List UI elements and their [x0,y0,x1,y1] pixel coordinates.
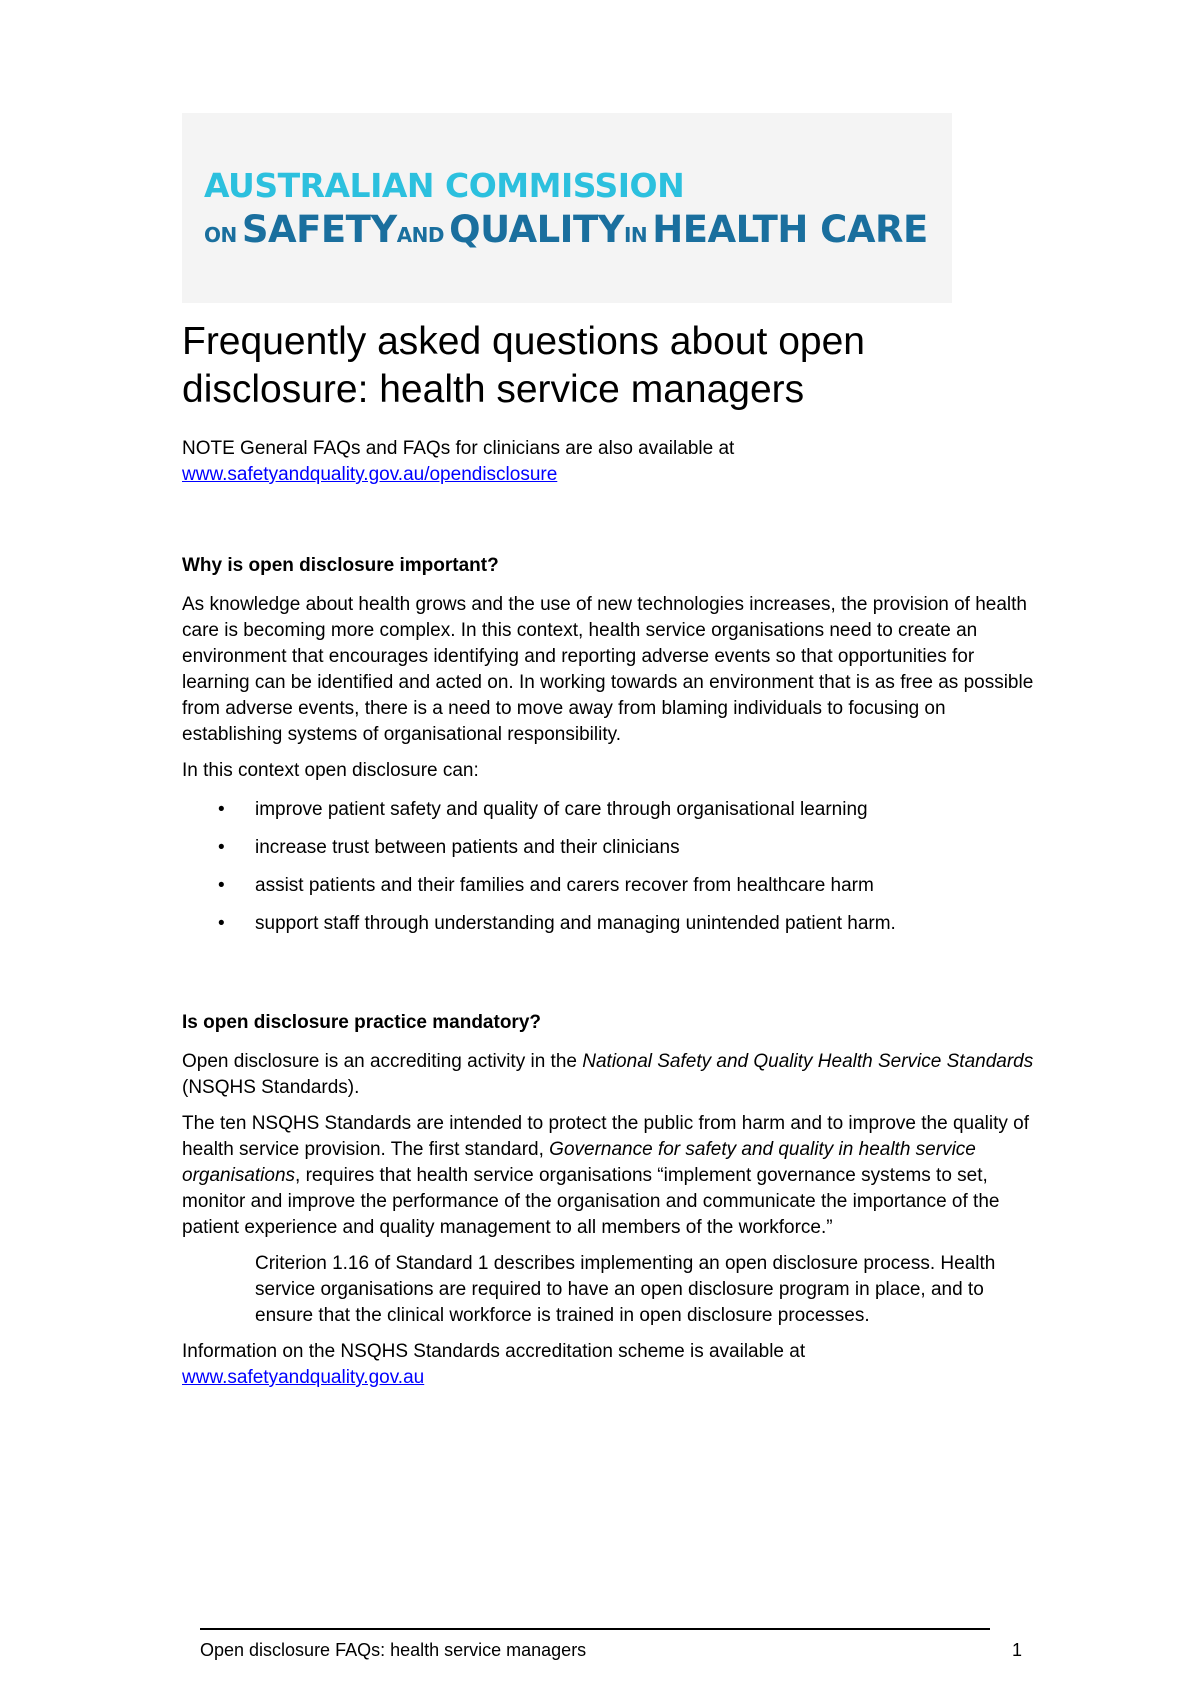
list-item: • assist patients and their families and carers recover from healthcare harm [182,873,1042,899]
section-why-important [182,553,1042,949]
criterion-quote: Criterion 1.16 of Standard 1 describes implementing an open disclosure process. Health service organisations are required to have an open disclosure program in place, and to ensure that the clinical workforce is trained in open disclosure processes. [255,1253,996,1326]
list-item: • support staff through understanding and managing unintended patient harm. [182,911,1042,937]
logo-in: IN [623,223,648,247]
logo-safety: SAFETY [241,208,397,251]
section1-paragraph1: As knowledge about health grows and the use of new technologies increases, the provision of health care is becoming more complex. In this context, health service organisations need to create an environment that encourages identifying and reporting adverse events so that opportunities for learning can be identified and acted on. In working towards an environment that is as free as possible from adverse events, there is a need to move away from blaming individuals to focusing on establishing systems of organisational responsibility. [182,594,1034,745]
bullet-icon: • [218,837,225,858]
section1-paragraph2: In this context open disclosure can: [182,760,479,781]
note-link[interactable]: www.safetyandquality.gov.au/opendisclosure [182,464,558,485]
section1-heading: Why is open disclosure important? [182,555,499,576]
page-number: 1 [1012,1640,1023,1660]
logo-banner [182,113,952,303]
bullet-icon: • [218,799,225,820]
logo-quality: QUALITY [449,208,624,251]
logo-on: ON [204,223,237,247]
footer-divider [200,1628,990,1630]
logo-line2 [204,208,928,251]
benefits-list [182,797,1042,937]
note-text: NOTE General FAQs and FAQs for clinicians are also available at [182,438,735,459]
title-line2: disclosure: health service managers [182,368,805,411]
section2-paragraph3: Information on the NSQHS Standards accreditation scheme is available at [182,1341,806,1362]
logo-line1: AUSTRALIAN COMMISSION [204,166,685,205]
section2-heading: Is open disclosure practice mandatory? [182,1012,541,1033]
section2-paragraph1: Open disclosure is an accrediting activity in the National Safety and Quality Health Service Standards (NSQHS Standards). [182,1051,1034,1098]
logo-and: AND [396,223,445,247]
section-mandatory [182,1010,1042,1391]
list-item: • increase trust between patients and their clinicians [182,835,1042,861]
nsqhs-link[interactable]: www.safetyandquality.gov.au [182,1367,425,1388]
bullet-icon: • [218,875,225,896]
section2-paragraph2: The ten NSQHS Standards are intended to protect the public from harm and to improve the quality of health service provision. The first standard, Governance for safety and quality in health service organisations, requires that health service organisations “implement governance systems to set, monitor and improve the performance of the organisation and communicate the importance of the patient experience and quality management to all members of the workforce.” [182,1113,1030,1238]
note-block [182,436,1042,488]
footer-text: Open disclosure FAQs: health service managers [200,1640,587,1660]
page-title [182,318,1042,414]
logo-health-care: HEALTH CARE [652,208,928,251]
list-item: • improve patient safety and quality of care through organisational learning [182,797,1042,823]
title-line1: Frequently asked questions about open [182,320,865,363]
bullet-icon: • [218,913,225,934]
